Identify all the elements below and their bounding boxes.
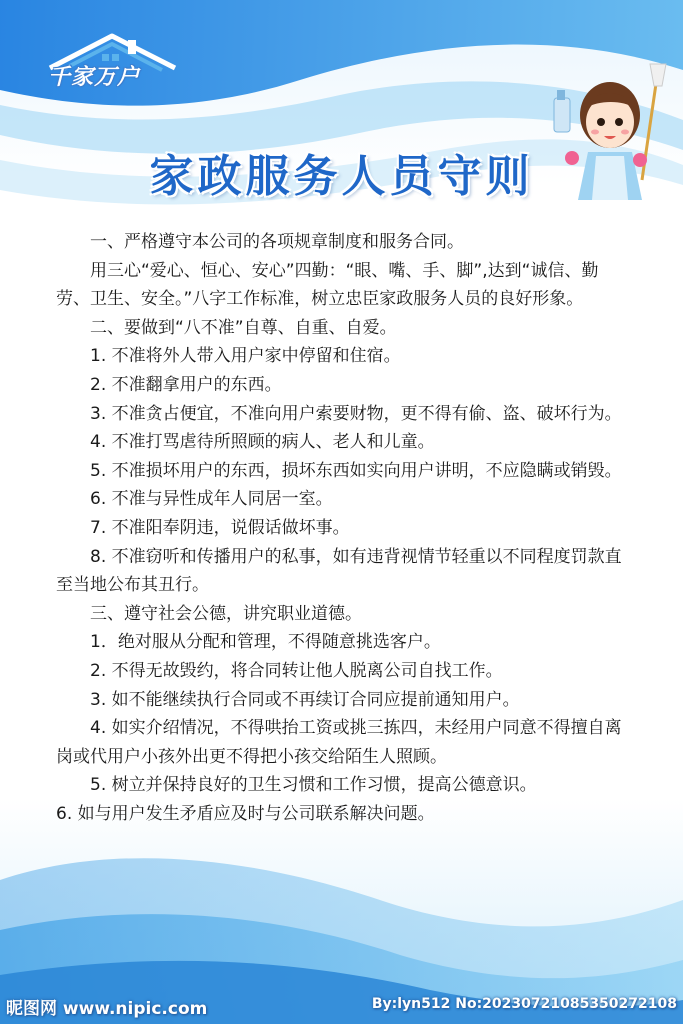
rule-paragraph: 7. 不准阳奉阴违，说假话做坏事。 bbox=[90, 517, 350, 538]
rule-paragraph: 4. 不准打骂虐待所照顾的病人、老人和儿童。 bbox=[90, 432, 435, 453]
rule-paragraph: 6. 如与用户发生矛盾应及时与公司联系解决问题。 bbox=[56, 803, 435, 824]
rule-paragraph: 1. 不准将外人带入用户家中停留和住宿。 bbox=[90, 346, 401, 367]
rule-paragraph: 3. 不准贪占便宜，不准向用户索要财物，更不得有偷、盗、破坏行为。 bbox=[90, 403, 622, 424]
rule-paragraph: 5. 不准损坏用户的东西，损坏东西如实向用户讲明，不应隐瞒或销毁。 bbox=[90, 460, 622, 481]
rule-paragraph: 5. 树立并保持良好的卫生习惯和工作习惯，提高公德意识。 bbox=[90, 775, 537, 796]
image-id-text: By:lyn512 No:20230721085350272108 bbox=[371, 996, 677, 1012]
rule-paragraph: 1．绝对服从分配和管理，不得随意挑选客户。 bbox=[90, 632, 441, 653]
rule-paragraph: 8. 不准窃听和传播用户的私事，如有违背视情节轻重以不同程度罚款直至当地公布其丑行。 bbox=[56, 546, 622, 596]
rule-paragraph: 二、要做到“八不准”自尊、自重、自爱。 bbox=[90, 317, 397, 338]
brand-logo-text: 千家万户 bbox=[48, 65, 141, 90]
rule-paragraph: 2. 不得无故毁约，将合同转让他人脱离公司自找工作。 bbox=[90, 660, 503, 681]
page-title: 家政服务人员守则 bbox=[149, 151, 534, 202]
rule-paragraph: 6. 不准与异性成年人同居一室。 bbox=[90, 489, 333, 510]
rule-paragraph: 4. 如实介绍情况，不得哄抬工资或挑三拣四，未经用户同意不得擅自离岗或代用户小孩外出更不得把小孩交给陌生人照顾。 bbox=[56, 718, 622, 767]
rules-content bbox=[56, 228, 631, 828]
rule-paragraph: 3. 如不能继续执行合同或不再续订合同应提前通知用户。 bbox=[90, 689, 520, 710]
rule-paragraph: 2. 不准翻拿用户的东西。 bbox=[90, 374, 282, 395]
watermark-text: 昵图网 www.nipic.com bbox=[6, 999, 208, 1019]
rule-paragraph: 一、严格遵守本公司的各项规章制度和服务合同。 bbox=[90, 232, 464, 252]
rule-paragraph: 三、遵守社会公德，讲究职业道德。 bbox=[90, 603, 362, 624]
rule-paragraph: 用三心“爱心、恒心、安心”四勤：“眼、嘴、手、脚”,达到“诚信、勤劳、卫生、安全。”八字工作标准，树立忠臣家政服务人员的良好形象。 bbox=[56, 260, 599, 310]
